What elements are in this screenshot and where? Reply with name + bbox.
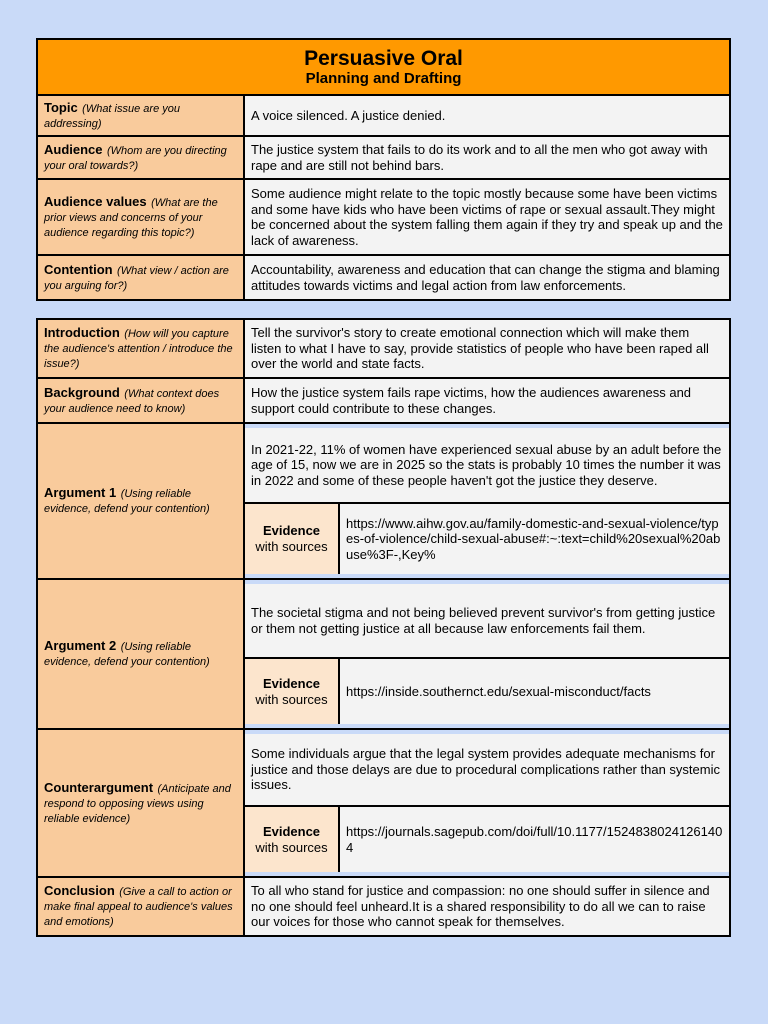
conclusion-label-cell [37,877,244,936]
evidence-label-rest: with sources [255,691,328,707]
introduction-hint: (How will you capture the audience's attention / introduce the issue?) [44,328,233,370]
background-hint: (What context does your audience need to know) [44,387,220,415]
argument2-label-cell [37,579,244,729]
counterargument-label-cell [37,729,244,877]
counterargument-evidence-label [245,806,339,872]
evidence-label-rest: with sources [255,839,328,855]
drafting-section [36,318,731,937]
argument1-content [244,423,730,579]
evidence-label-bold: Evidence [262,823,321,839]
contention-label-cell [37,255,244,300]
audience-label: Audience [44,141,103,157]
header-banner [37,39,730,95]
introduction-label: Introduction [44,325,120,340]
argument2-hint: (Using reliable evidence, defend your contention) [44,641,210,668]
topic-label-cell [37,95,244,136]
conclusion-value: To all who stand for justice and compassion: no one should suffer in silence and no one should feel unheard.It is a shared responsibility to do all we can to raise our voices for those who cannot speak for themselves. [244,877,730,936]
counterargument-evidence-link[interactable]: https://journals.sagepub.com/doi/full/10.1177/15248380241261404 [339,806,729,872]
background-value: How the justice system fails rape victims, how the audiences awareness and support could contribute to these changes. [244,378,730,423]
contention-row [37,255,730,300]
audience-label-cell [37,136,244,179]
planning-table [36,38,731,301]
argument2-evidence-label [245,658,339,724]
argument2-row [37,579,730,729]
evidence-label-bold: Evidence [262,675,321,691]
counterargument-content [244,729,730,877]
audience-value: The justice system that fails to do its work and to all the men who got away with rape and are still not behind bars. [244,136,730,179]
conclusion-row [37,877,730,936]
audience-row [37,136,730,179]
topic-value: A voice silenced. A justice denied. [244,95,730,136]
audience-values-value: Some audience might relate to the topic mostly because some have been victims and some have kids who have been victims of rape or sexual assault.They might be concerned about the system falling them again if they try and speak up and the lack of awareness. [244,179,730,255]
audience-values-label: Audience values [44,193,147,209]
argument1-hint: (Using reliable evidence, defend your contention) [44,488,210,515]
counterargument-label: Counterargument [44,779,154,795]
evidence-label-bold: Evidence [262,523,321,538]
background-label: Background [44,384,120,400]
contention-hint: (What view / action are you arguing for?) [44,264,229,292]
conclusion-label: Conclusion [44,883,115,898]
argument2-value: The societal stigma and not being believed prevent survivor's from getting justice or them not getting justice at all because law enforcements fail them. [245,584,729,658]
page-title: Persuasive Oral [304,46,463,70]
audience-hint: (Whom are you directing your oral towards?) [44,144,227,172]
conclusion-hint: (Give a call to action or make final appeal to audience's values and emotions) [44,886,233,928]
topic-label: Topic [44,99,78,115]
introduction-value: Tell the survivor's story to create emotional connection which will make them listen to what I have to say, provide statistics of people who have been raped all over the world and state facts. [244,319,730,378]
topic-row [37,95,730,136]
argument1-value: In 2021-22, 11% of women have experienced sexual abuse by an adult before the age of 15, now we are in 2025 so the stats is probably 10 times the number it was in 2022 and some of these people haven't got the justice they deserve. [245,428,729,503]
introduction-label-cell [37,319,244,378]
planning-section [36,38,731,301]
argument2-content [244,579,730,729]
page-subtitle: Planning and Drafting [305,69,462,87]
counterargument-hint: (Anticipate and respond to opposing views using reliable evidence) [44,782,231,825]
argument1-evidence-label [245,503,339,574]
background-row [37,378,730,423]
argument1-row [37,423,730,579]
background-label-cell [37,378,244,423]
counterargument-value: Some individuals argue that the legal system provides adequate mechanisms for justice and those delays are due to procedural complications rather than systemic issues. [245,734,729,806]
contention-label: Contention [44,261,113,277]
drafting-table [36,318,731,937]
audience-values-row [37,179,730,255]
contention-value: Accountability, awareness and education that can change the stigma and blaming attitudes towards victims and legal action from law enforcements. [244,255,730,300]
topic-hint: (What issue are you addressing) [44,102,180,130]
argument2-label: Argument 2 [44,638,117,653]
counterargument-row [37,729,730,877]
audience-values-label-cell [37,179,244,255]
evidence-label-rest: with sources [255,539,328,554]
argument1-evidence-link[interactable]: https://www.aihw.gov.au/family-domestic-and-sexual-violence/types-of-violence/child-sexual-abuse#:~:text=child%20sexual%20abuse%3F-,Key% [339,503,729,574]
argument1-label: Argument 1 [44,485,117,500]
introduction-row [37,319,730,378]
audience-values-hint: (What are the prior views and concerns of your audience regarding this topic?) [44,196,218,239]
argument1-label-cell [37,423,244,579]
argument2-evidence-link[interactable]: https://inside.southernct.edu/sexual-misconduct/facts [339,658,729,724]
